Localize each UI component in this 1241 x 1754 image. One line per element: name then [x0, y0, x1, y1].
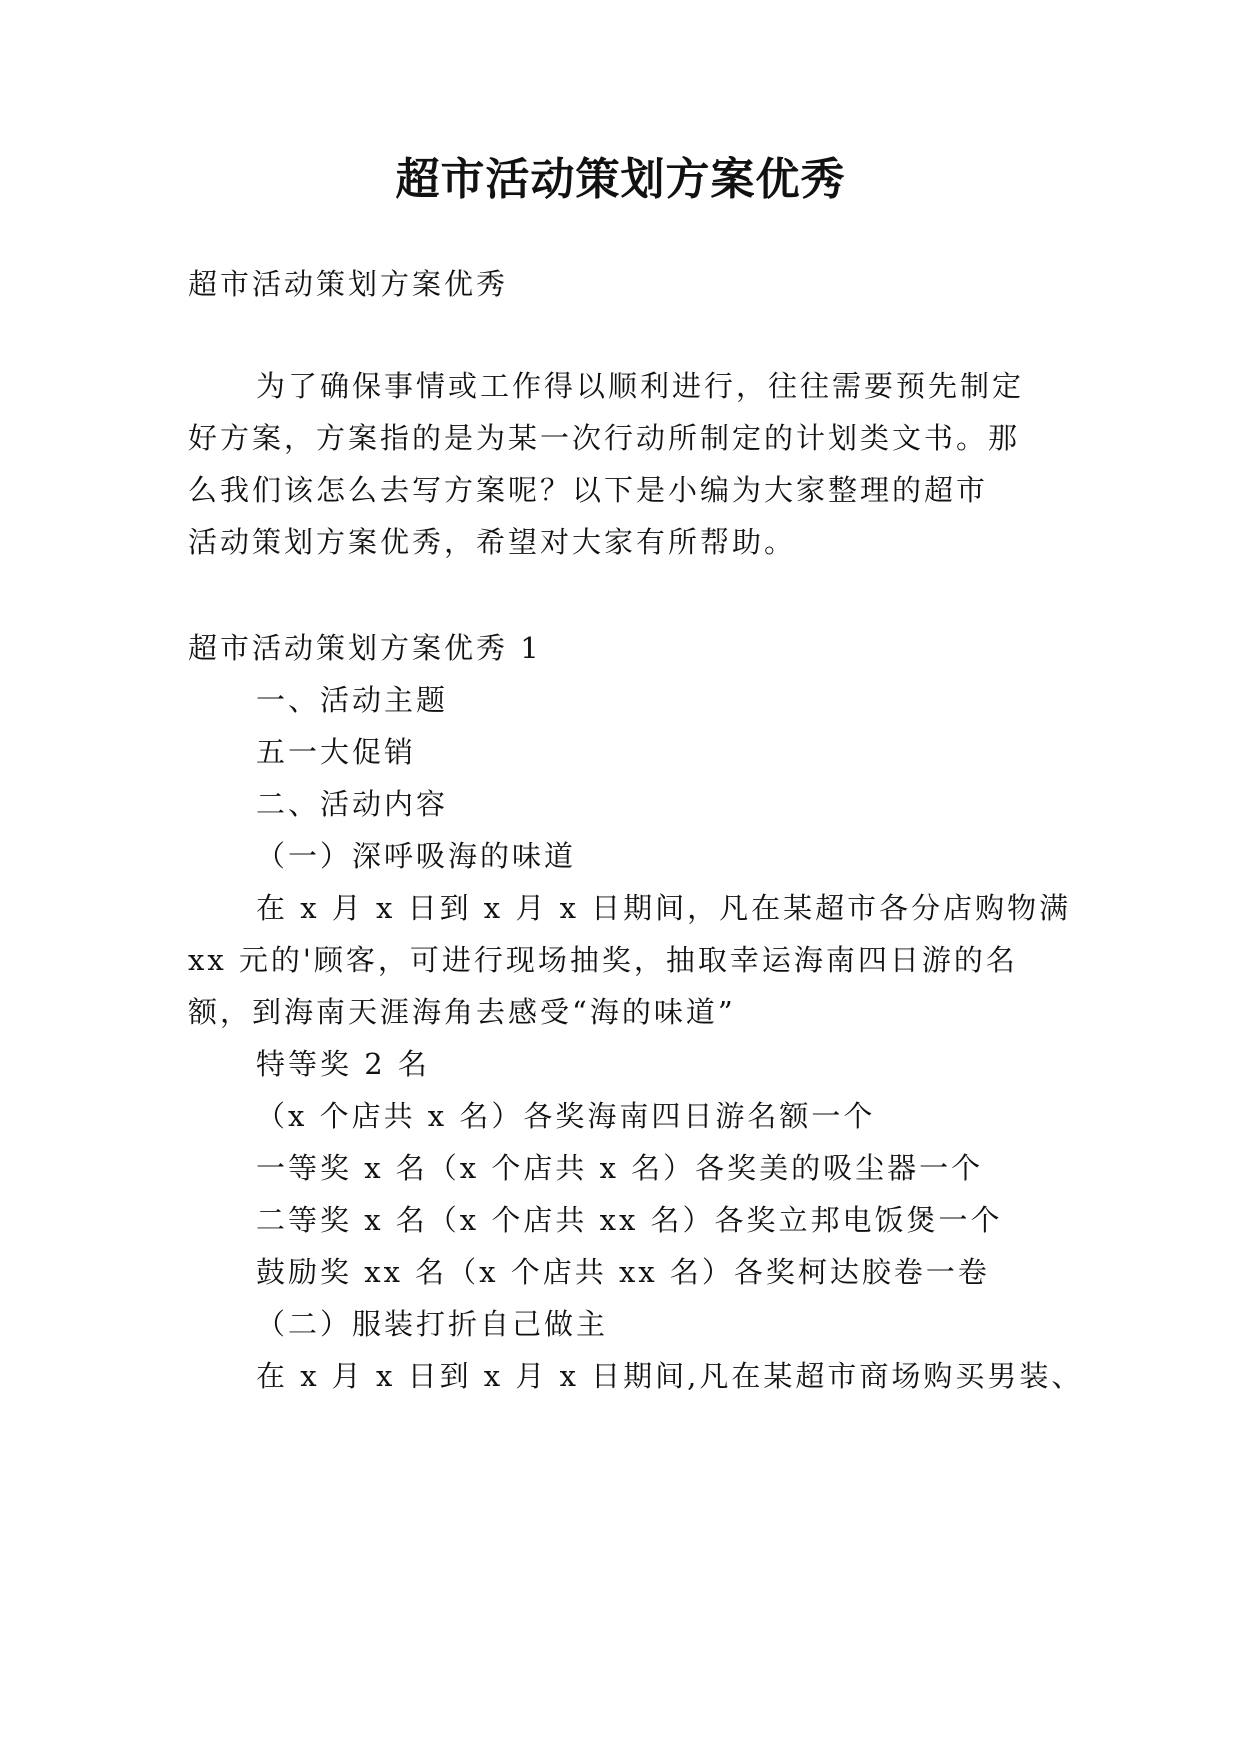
- content-heading: 二、活动内容: [256, 787, 449, 821]
- subsection-2-line-1: 在 x 月 x 日到 x 月 x 日期间,凡在某超市商场购买男装、: [256, 1359, 1084, 1393]
- intro-line-2: 好方案，方案指的是为某一次行动所制定的计划类文书。那: [188, 421, 1021, 455]
- document-title: 超市活动策划方案优秀: [395, 154, 846, 205]
- prize-line: 一等奖 x 名（x 个店共 x 名）各奖美的吸尘器一个: [256, 1151, 984, 1185]
- subsection-1-line-1: 在 x 月 x 日到 x 月 x 日期间，凡在某超市各分店购物满: [256, 891, 1072, 925]
- intro-line-4: 活动策划方案优秀，希望对大家有所帮助。: [188, 525, 797, 559]
- intro-line-3: 么我们该怎么去写方案呢？以下是小编为大家整理的超市: [188, 473, 989, 507]
- subsection-1-line-3: 额，到海南天涯海角去感受“海的味道”: [188, 995, 736, 1029]
- theme-text: 五一大促销: [256, 735, 417, 769]
- prize-line: 鼓励奖 xx 名（x 个店共 xx 名）各奖柯达胶卷一卷: [256, 1255, 990, 1289]
- prize-line: （x 个店共 x 名）各奖海南四日游名额一个: [256, 1099, 876, 1133]
- prize-line: 特等奖 2 名: [256, 1047, 430, 1081]
- subsection-2-heading: （二）服装打折自己做主: [256, 1307, 609, 1341]
- subsection-1-line-2: xx 元的'顾客，可进行现场抽奖，抽取幸运海南四日游的名: [188, 943, 1018, 977]
- section-heading: 超市活动策划方案优秀 1: [188, 631, 542, 665]
- document-subtitle: 超市活动策划方案优秀: [188, 267, 509, 301]
- theme-heading: 一、活动主题: [256, 683, 449, 717]
- subsection-1-heading: （一）深呼吸海的味道: [256, 839, 577, 873]
- intro-line-1: 为了确保事情或工作得以顺利进行，往往需要预先制定: [256, 369, 1025, 403]
- prize-line: 二等奖 x 名（x 个店共 xx 名）各奖立邦电饭煲一个: [256, 1203, 1003, 1237]
